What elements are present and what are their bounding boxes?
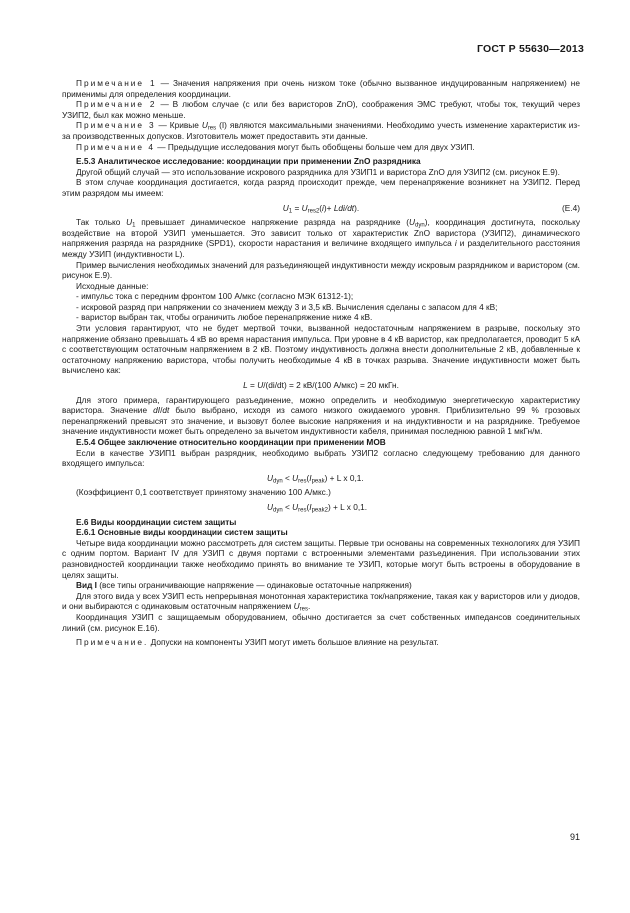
paragraph: В этом случае координация достигается, когда разряд происходит прежде, чем перенапряжение возникнет на УЗИП2. Перед этим разрядом мы имеем:: [62, 177, 580, 198]
paragraph: Для этого вида у всех УЗИП есть непрерывная монотонная характеристика ток/напряжение, такая как у варисторов или у диодов, и они выбираются с одинаковым остаточным напряжением $U_{res}$.: [62, 590, 580, 613]
note-3: Примечание 3 — Кривые $U_{res}$ (I) являются максимальными значениями. Необходимо учесть изменение характеристик из-за производственных допусков. Изготовитель может предоставить эти данные.: [62, 120, 580, 141]
paragraph: (Коэффициент 0,1 соответствует принятому значению 100 А/мкс.): [76, 487, 331, 498]
formula-udyn-2: $U_{dyn} < U_{res}(I_{peak2}) + L$ x 0,1.: [267, 501, 368, 514]
equation-number: (Е.4): [562, 202, 580, 213]
paragraph: Другой общий случай — это использование искрового разрядника для УЗИП1 и варистора ZnO для УЗИП2 (см. рисунок Е.9).: [76, 166, 560, 177]
note-1: Примечание 1 — Значения напряжения при очень низком токе (обычно вызванное индуцированным напряжением) не применимы для определения координации.: [62, 78, 580, 99]
formula-udyn-1: $U_{dyn} < U_{res}(I_{peak}) + L$ x 0,1.: [267, 472, 364, 485]
paragraph: Так только $U_1$ превышает динамическое напряжение разряда на разряднике $(U_{dyn})$, координация достигнута, поскольку воздействие на второй УЗИП уменьшается. Это зависит только от характеристик ZnO варистора (УЗИП2), динамического напряжения разряда на разряднике (SPD1), скорости нарастания и величине входящего импульса i и разделительного расстояния между УЗИП (индуктивности L).: [62, 217, 580, 259]
section-e54-title: Е.5.4 Общее заключение относительно координации при применении МОВ: [76, 437, 386, 447]
paragraph: Исходные данные:: [76, 280, 149, 291]
note-final: Примечание. Допуски на компоненты УЗИП могут иметь большое влияние на результат.: [76, 637, 439, 648]
page-content: [62, 78, 580, 648]
standard-header: ГОСТ Р 55630—2013: [476, 43, 584, 55]
note-4: Примечание 4 — Предыдущие исследования могут быть обобщены больше чем для двух УЗИП.: [76, 141, 475, 152]
paragraph: Если в качестве УЗИП1 выбран разрядник, необходимо выбрать УЗИП2 согласно следующему требованию для данного входящего импульса:: [62, 447, 580, 469]
formula-text: $U_1 = U_{res2}(i)+ Ldi/dt$).: [282, 202, 360, 215]
note-label: Примечание.: [76, 637, 149, 648]
section-e53-title: Е.5.3 Аналитическое исследование: координации при применении ZnO разрядника: [76, 156, 421, 167]
formula-e4: [62, 203, 580, 214]
note-label: Примечание 3: [76, 120, 156, 131]
section-e6-title: Е.6 Виды координации систем защиты: [76, 516, 237, 527]
paragraph: Четыре вида координации можно рассмотреть для систем защиты. Первые три основаны на современных технологиях для УЗИП с одним портом. Вариант IV для УЗИП с двумя портами с встроенными элементами разъединения. При использовании этих разновидностей координации также необходимо принять во внимание те УЗИП, которые могут быть встроены в оборудование в целях защиты.: [62, 537, 580, 580]
section-e61-title: Е.6.1 Основные виды координации систем защиты: [76, 527, 288, 538]
list-item: - варистор выбран так, чтобы ограничить любое перенапряжение ниже 4 кВ.: [76, 312, 373, 323]
list-item: - импульс тока с передним фронтом 100 А/мкс (согласно МЭК 61312-1);: [76, 291, 354, 302]
paragraph: Пример вычисления необходимых значений для разъединяющей индуктивности между искровым разрядником и варистором (см. рисунок Е.9).: [62, 259, 580, 281]
list-item: - искровой разряд при напряжении со значением между 3 и 3,5 кВ. Вычисления сделаны с запасом для 4 кВ;: [76, 301, 498, 312]
paragraph: Вид I (все типы ограничивающие напряжение — одинаковые остаточные напряжения): [76, 580, 412, 591]
paragraph: Для этого примера, гарантирующего разъединение, можно определить и необходимую энергетическую характеристику варистора. Значение dI/dt было выбрано, исходя из самого низкого ожидаемого уровня. Приблизительно 99 % грозовых перенапряжений превысят это значение, и вызовут более высокие напряжения и на индуктивности и на разряднике. Требуемое значение индуктивности может быть определено за вычетом индуктивности кабеля, принимая последнюю равной 1 мкГн/м.: [62, 394, 580, 437]
paragraph: Эти условия гарантируют, что не будет мертвой точки, вызванной недостаточным напряжением в разрыве, поскольку это напряжение обязано превышать 4 кВ во время нарастания импульса. При уровне в 4 кВ варистор, как предполагается, проводит 5 кА с соответствующим остаточным напряжением в 2 кВ. Поэтому индуктивность должна внести дополнительные 2 кВ, добавленные к остаточному напряжению варистора, чтобы получить необходимые 4 кВ в точках разрыва. Значение индуктивности может быть вычислено как:: [62, 323, 580, 376]
note-2: Примечание 2 — В любом случае (с или без варисторов ZnO), соображения ЭМС требуют, чтобы ток, текущий через УЗИП2, был как можно меньше.: [62, 99, 581, 120]
note-label: Примечание 4: [76, 141, 155, 152]
note-label: Примечание 2: [76, 99, 157, 110]
paragraph: Координация УЗИП с защищаемым оборудованием, обычно достигается за счет собственных импедансов соединительных линий (см. рисунок Е.16).: [62, 611, 580, 633]
formula-inductance: L = U/(di/dt) = 2 кВ/(100 А/мкс) = 20 мкГн.: [243, 380, 399, 391]
note-label: Примечание 1: [76, 78, 157, 88]
page-number: 91: [569, 832, 580, 842]
